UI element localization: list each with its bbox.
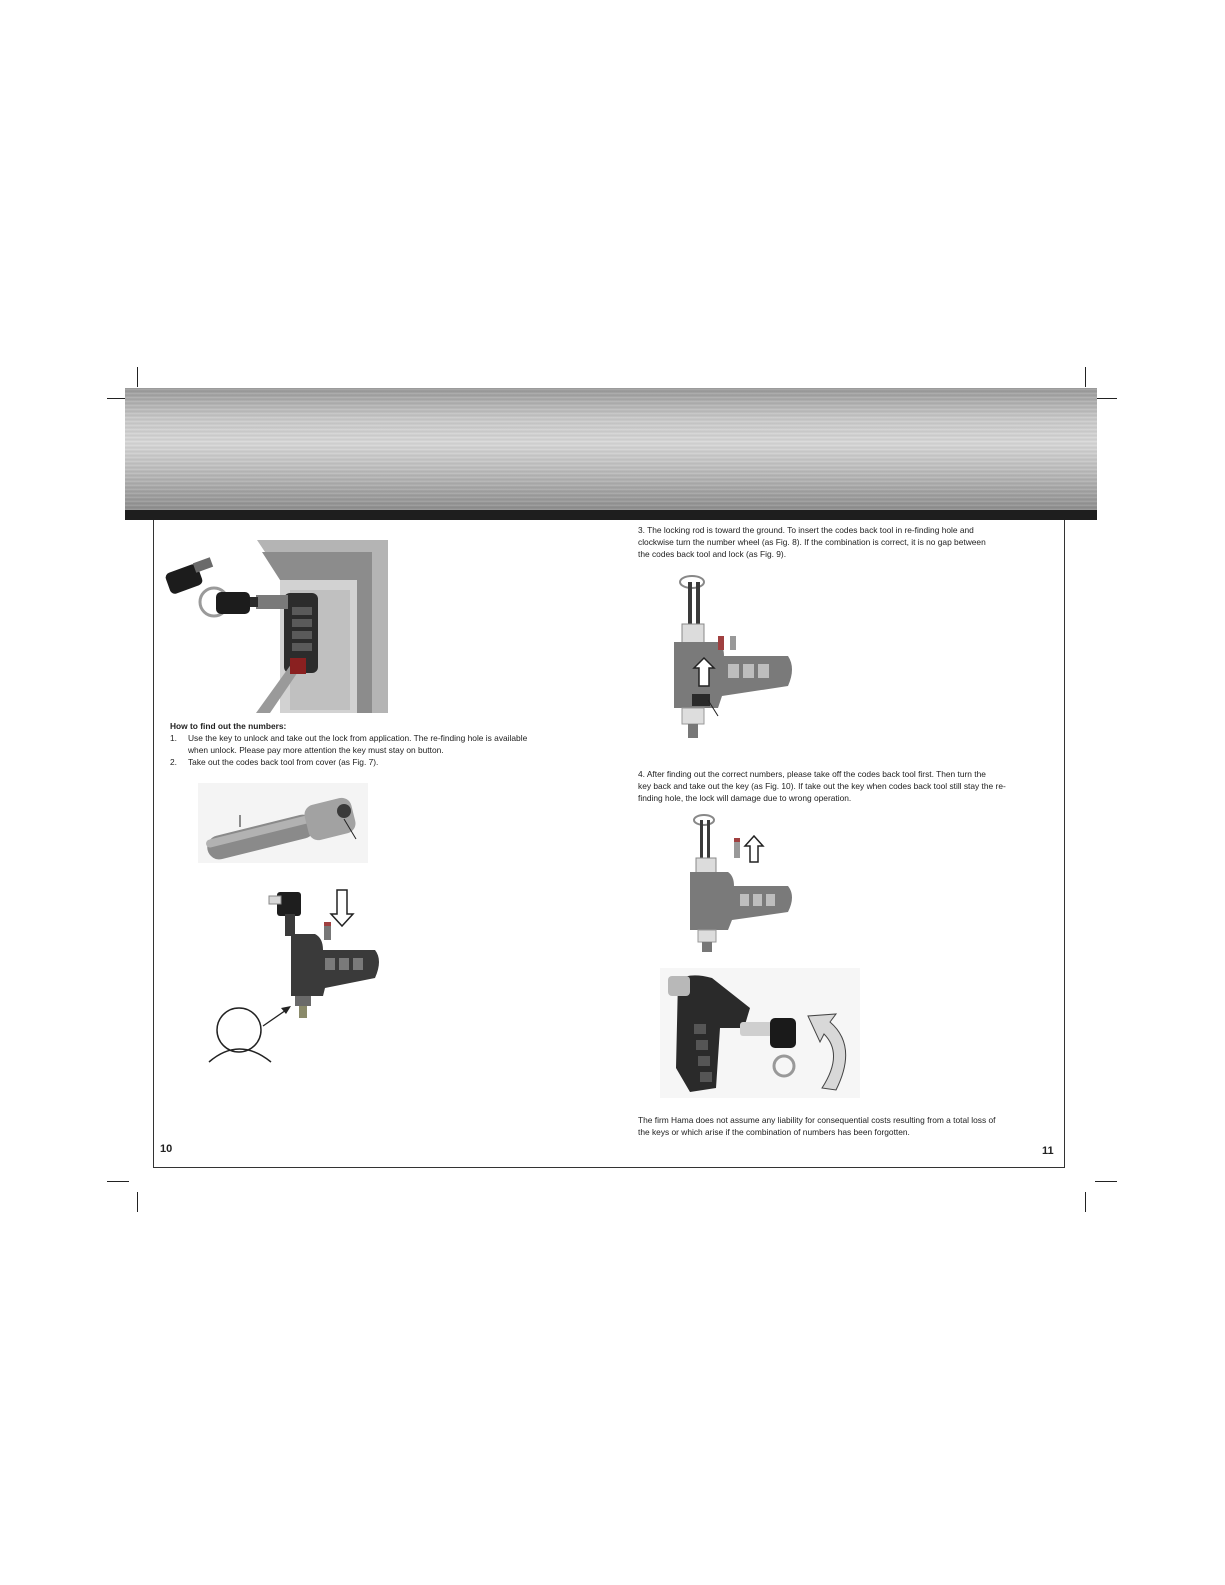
page-number-right: 11 <box>1042 1145 1054 1157</box>
lock-attached-illustration <box>162 530 388 713</box>
text-line: clockwise turn the number wheel (as Fig. 8). If the combination is correct, it is no gap between <box>638 537 986 547</box>
list-item-text: Use the key to unlock and take out the lock from application. The re-finding hole is available <box>188 733 528 743</box>
crop-mark <box>137 367 138 387</box>
crop-mark <box>1095 1181 1117 1182</box>
text-line: 4. After finding out the correct numbers, please take off the codes back tool first. Then turn the <box>638 769 986 779</box>
list-item-text: Take out the codes back tool from cover (as Fig. 7). <box>188 757 379 767</box>
text-line: the keys or which arise if the combination of numbers has been forgotten. <box>638 1127 910 1137</box>
list-item <box>170 732 590 756</box>
list-item-text: when unlock. Please pay more attention the key must stay on button. <box>188 745 444 755</box>
text-line: finding hole, the lock will damage due to wrong operation. <box>638 793 852 803</box>
step-3-text <box>638 524 1058 560</box>
insert-tool-illustration <box>205 878 390 1068</box>
list-item-number: 2. <box>170 757 177 767</box>
crop-mark <box>137 1192 138 1212</box>
codes-back-tool-illustration <box>198 783 368 863</box>
text-line: the codes back tool and lock (as Fig. 9). <box>638 549 787 559</box>
crop-mark <box>1085 1192 1086 1212</box>
turn-key-illustration <box>660 968 860 1098</box>
text-line: key back and take out the key (as Fig. 10). If take out the key when codes back tool still stay the re- <box>638 781 1006 791</box>
crop-mark <box>1095 398 1117 399</box>
step-4-text <box>638 768 1058 804</box>
list-item <box>170 756 590 768</box>
section-heading: How to find out the numbers: <box>170 721 287 731</box>
brushed-metal-banner <box>125 388 1097 510</box>
banner-bar <box>125 510 1097 520</box>
crop-mark <box>1085 367 1086 387</box>
page-number-left: 10 <box>160 1143 173 1155</box>
disclaimer-text <box>638 1114 1058 1138</box>
text-line: The firm Hama does not assume any liability for consequential costs resulting from a total loss of <box>638 1115 996 1125</box>
list-item-number: 1. <box>170 733 177 743</box>
remove-tool-illustration <box>688 814 798 954</box>
text-line: 3. The locking rod is toward the ground. To insert the codes back tool in re-finding hole and <box>638 525 974 535</box>
crop-mark <box>107 1181 129 1182</box>
tool-inserted-illustration <box>670 572 800 752</box>
